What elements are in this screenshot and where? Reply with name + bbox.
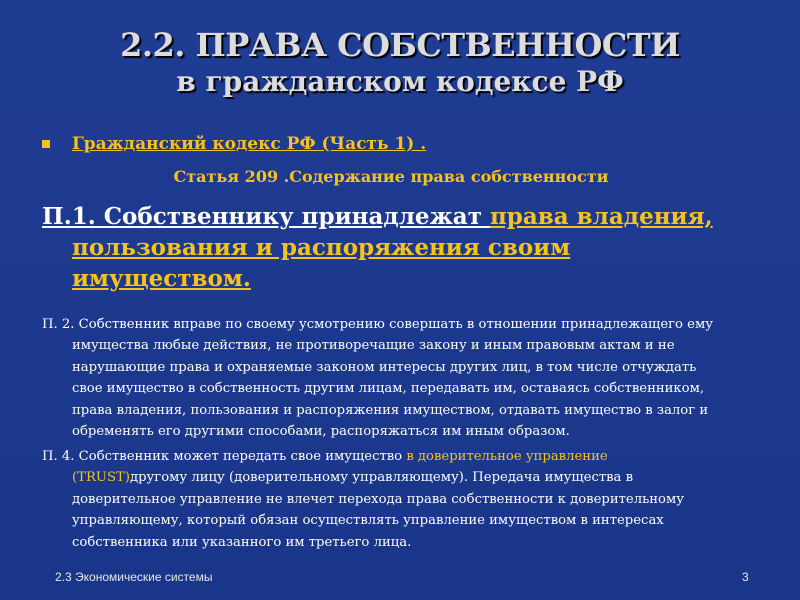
p1-highlight-1: права владения, bbox=[489, 203, 713, 230]
p2-line: права владения, пользования и распоряжения имуществом, отдавать имущество в залог и bbox=[72, 402, 709, 418]
square-bullet-icon bbox=[42, 140, 50, 148]
p1-highlight-3: имуществом. bbox=[72, 265, 251, 292]
p4-line-2-rest: другому лицу (доверительному управляющему). Передача имущества в bbox=[129, 470, 634, 486]
trust-term: (TRUST) bbox=[72, 470, 130, 486]
p2-line: имущества любые действия, не противоречащие закону и иным правовым актам и не bbox=[72, 338, 675, 354]
p4-line-5: собственника или указанного им третьего лица. bbox=[72, 534, 412, 550]
bullet-item bbox=[42, 134, 426, 154]
trust-management-link[interactable]: в доверительное управление bbox=[406, 449, 608, 464]
p2-line: свое имущество в собственность другим лицам, передавать им, оставаясь собственником, bbox=[72, 381, 705, 397]
p1-lead: П.1. Собственнику принадлежат bbox=[42, 203, 490, 230]
slide-title bbox=[0, 26, 800, 100]
p4-line-4: управляющему, который обязан осуществлять управление имуществом в интересах bbox=[72, 513, 664, 529]
p1-highlight-2: пользования и распоряжения своим bbox=[72, 234, 571, 261]
p4-line-1 bbox=[42, 446, 754, 467]
paragraph-4 bbox=[42, 446, 754, 553]
title-line-2: в гражданском кодексе РФ bbox=[176, 65, 624, 98]
article-heading: Статья 209 .Содержание права собственности bbox=[173, 167, 609, 186]
footer-section-title: 2.3 Экономические системы bbox=[55, 570, 213, 584]
paragraph-1 bbox=[42, 201, 752, 294]
p2-line: П. 2. Собственник вправе по своему усмотрению совершать в отношении принадлежащего ему bbox=[42, 317, 713, 332]
page-number: 3 bbox=[742, 570, 749, 584]
p4-line-2 bbox=[42, 467, 754, 488]
p2-line: нарушающие права и охраняемые законом интересы других лиц, в том числе отчуждать bbox=[72, 359, 697, 375]
p2-line: обременять его другими способами, распоряжаться им иным образом. bbox=[72, 424, 570, 440]
civil-code-link[interactable]: Гражданский кодекс РФ (Часть 1) . bbox=[72, 134, 427, 154]
paragraph-2 bbox=[42, 314, 754, 442]
title-line-1: 2.2. ПРАВА СОБСТВЕННОСТИ bbox=[120, 26, 680, 64]
p4-start: П. 4. Собственник может передать свое имущество bbox=[42, 449, 407, 464]
p4-line-3: доверительное управление не влечет перехода права собственности к доверительному bbox=[72, 491, 685, 507]
